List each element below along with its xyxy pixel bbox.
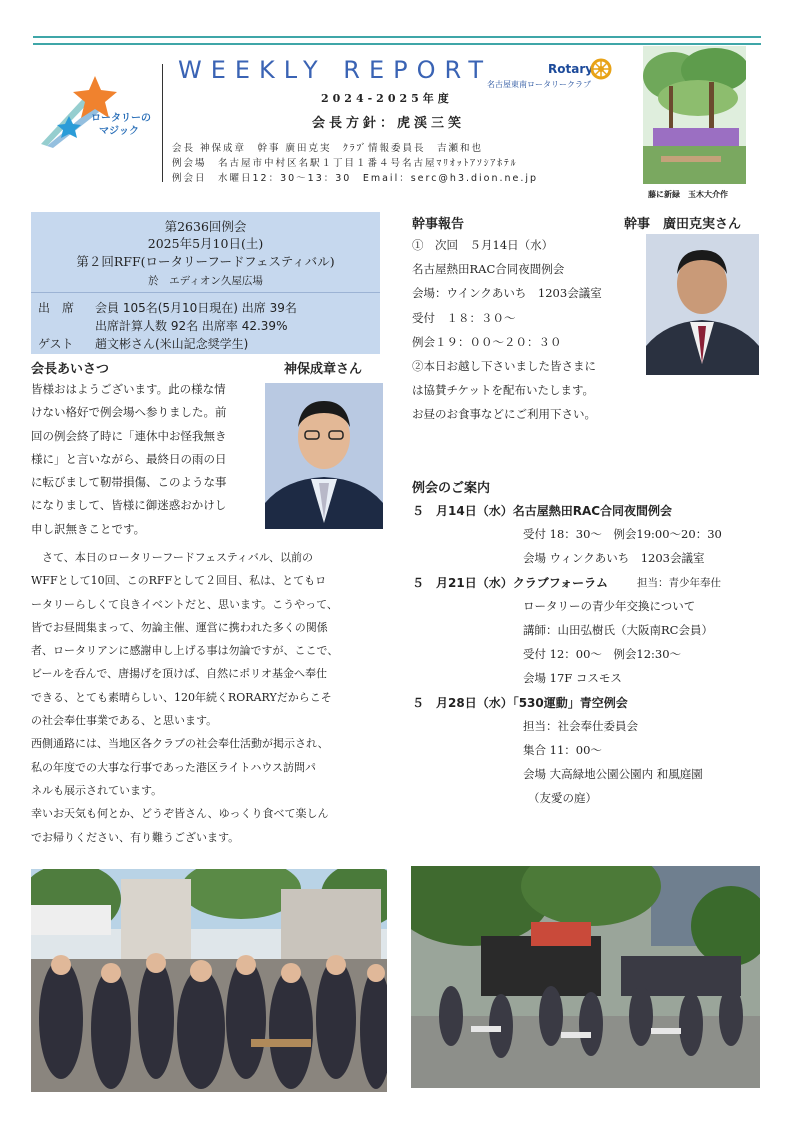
schedule-detail: 受付 12：00～ 例会12:30～ <box>523 647 682 661</box>
secretary-line: お昼のお食事などにご利用下さい。 <box>412 407 596 422</box>
meeting-date: 2025年5月10日(土) <box>147 236 264 251</box>
event-photo-crowd <box>31 869 387 1092</box>
secretary-line: 例会１９：００～２０：３０ <box>412 334 562 349</box>
president-line: 幸いお天気も何とか、どうぞ皆さん、ゆっくり食べて楽しん <box>31 807 329 821</box>
schedule-detail: 会場 17F コスモス <box>523 671 622 685</box>
president-line: 様に」と言いながら、最終日の雨の日 <box>31 451 227 466</box>
schedule-detail: 講師：山田弘樹氏（大阪南RC会員） <box>523 623 713 637</box>
logo-text-line2: マジック <box>99 126 139 137</box>
schedule-item-title: ５ 月28日（水）「530運動」青空例会 <box>412 696 628 710</box>
meeting-place: 於 エディオン久屋広場 <box>148 275 263 287</box>
logo-caption <box>91 112 151 138</box>
top-rule-2 <box>33 43 761 45</box>
president-line: 皆でお昼間集まって、勿論主催、運営に携われた多くの関係 <box>31 620 328 634</box>
president-motto: 会長方針：虎渓三笑 <box>312 116 466 131</box>
president-line: 者、ロータリアンに感謝申し上げる事は勿論ですが、ここで、 <box>31 644 339 658</box>
venue-line: 例会場 名古屋市中村区名駅１丁目１番４号名古屋ﾏﾘｵｯﾄｱｿｼｱﾎﾃﾙ <box>172 158 518 169</box>
president-line: 回の例会終了時に「連休中お怪我無き <box>31 428 227 443</box>
logo-text-line1: ロータリーの <box>91 113 151 124</box>
schedule-detail: 集合 11：00～ <box>523 743 602 757</box>
secretary-line: 受付 １８：３０～ <box>412 310 516 325</box>
president-line: ネルも展示されています。 <box>31 783 163 797</box>
club-name: 名古屋東南ロータリークラブ <box>487 80 591 89</box>
attendance-line1: 会員 105名(5月10日現在) 出席 39名 <box>95 301 297 315</box>
secretary-line: は協賛チケットを配布いたします。 <box>412 383 595 398</box>
painting-caption: 藤に新緑 玉木大介作 <box>648 190 728 199</box>
president-name: 神保成章さん <box>284 362 363 377</box>
president-line: 申し訳無きことです。 <box>31 521 146 536</box>
president-heading: 会長あいさつ <box>31 362 110 377</box>
secretary-photo <box>646 234 759 375</box>
president-line: さて、本日のロータリーフードフェスティバル、以前の <box>31 551 314 564</box>
meeting-info-box <box>31 212 380 354</box>
fiscal-year: 2024-2025年度 <box>321 92 453 105</box>
secretary-line: 名古屋熱田RAC合同夜間例会 <box>412 262 565 277</box>
president-line: WFFとして10回、このRFFとして２回目、私は、とてもロ <box>31 574 327 588</box>
schedule-note: 担当：青少年奉仕 <box>637 577 721 589</box>
schedule-detail: （友愛の庭） <box>528 791 597 805</box>
report-title: WEEKLY REPORT <box>178 56 493 84</box>
president-line: ビールを呑んで、唐揚げを頂けば、自然にポリオ基金へ奉仕 <box>31 667 328 681</box>
attendance-line2: 出席計算人数 92名 出席率 42.39% <box>95 319 288 333</box>
meeting-number: 第2636回例会 <box>164 219 247 234</box>
president-text-short <box>31 378 227 541</box>
secretary-line: 会場：ウインクあいち 1203会議室 <box>412 286 602 301</box>
president-line: の社会奉仕事業である、と思います。 <box>31 714 218 728</box>
secretary-heading: 幹事報告 <box>412 217 465 232</box>
president-line: できる、とても素晴らしい、120年続くRORARYだからこそ <box>31 690 332 704</box>
schedule-item-title: ５ 月14日（水）名古屋熱田RAC合同夜間例会 <box>412 504 673 518</box>
president-line: 西側通路には、当地区各クラブの社会奉仕活動が掲示され、 <box>31 737 329 751</box>
secretary-line: ① 次回 ５月14日（水） <box>412 238 554 252</box>
schedule-detail: 会場 大高緑地公園公園内 和風庭園 <box>523 767 703 781</box>
rotary-brand: Rotary <box>548 62 594 76</box>
secretary-name: 幹事 廣田克実さん <box>624 217 742 232</box>
schedule-detail: ロータリーの青少年交換について <box>523 599 696 613</box>
info-divider <box>31 292 380 293</box>
top-rule-1 <box>33 36 761 38</box>
rotary-wheel-icon <box>590 58 612 84</box>
president-line: 私の年度での大事な行事であった港区ライトハウス訪問パ <box>31 760 317 774</box>
meeting-event: 第２回RFF(ロータリーフードフェスティバル) <box>76 254 335 269</box>
president-line: ータリーらしくて良きイベントだと、思います。こうやって、 <box>31 597 338 611</box>
schedule-detail: 担当：社会奉仕委員会 <box>523 719 638 733</box>
president-line: でお帰りください、有り難うございます。 <box>31 830 240 844</box>
schedule-item-title: ５ 月21日（水）クラブフォーラム <box>412 576 608 590</box>
guest-label: ゲスト <box>38 337 74 351</box>
president-line: 皆様おはようございます。此の様な情 <box>31 382 226 396</box>
schedule-detail: 会場 ウィンクあいち 1203会議室 <box>523 551 705 565</box>
guest-name: 趙文彬さん(米山記念奨学生) <box>95 337 249 351</box>
president-photo <box>265 383 383 529</box>
header-divider <box>162 64 163 182</box>
president-line: けない格好で例会場へ参りました。前 <box>31 405 227 420</box>
officers-line: 会長 神保成章 幹事 廣田克実 ｸﾗﾌﾞ情報委員長 吉瀬和也 <box>172 143 484 154</box>
secretary-text <box>412 233 602 427</box>
schedule-heading: 例会のご案内 <box>412 481 491 496</box>
event-photo-food-stalls <box>411 866 760 1088</box>
president-text-long <box>31 546 338 849</box>
wisteria-painting <box>643 46 746 184</box>
meeting-day-line: 例会日 水曜日12：30～13：30 Email：serc@h3.dion.ne.jp <box>172 173 539 184</box>
attendance-label: 出 席 <box>38 301 75 315</box>
secretary-line: ②本日お越し下さいました皆さまに <box>412 359 596 374</box>
schedule-detail: 受付 18：30～ 例会19:00～20：30 <box>523 527 722 541</box>
president-line: になりまして、皆様に御迷惑おかけし <box>31 498 227 513</box>
president-line: に転びまして靭帯損傷、このような事 <box>31 475 227 490</box>
